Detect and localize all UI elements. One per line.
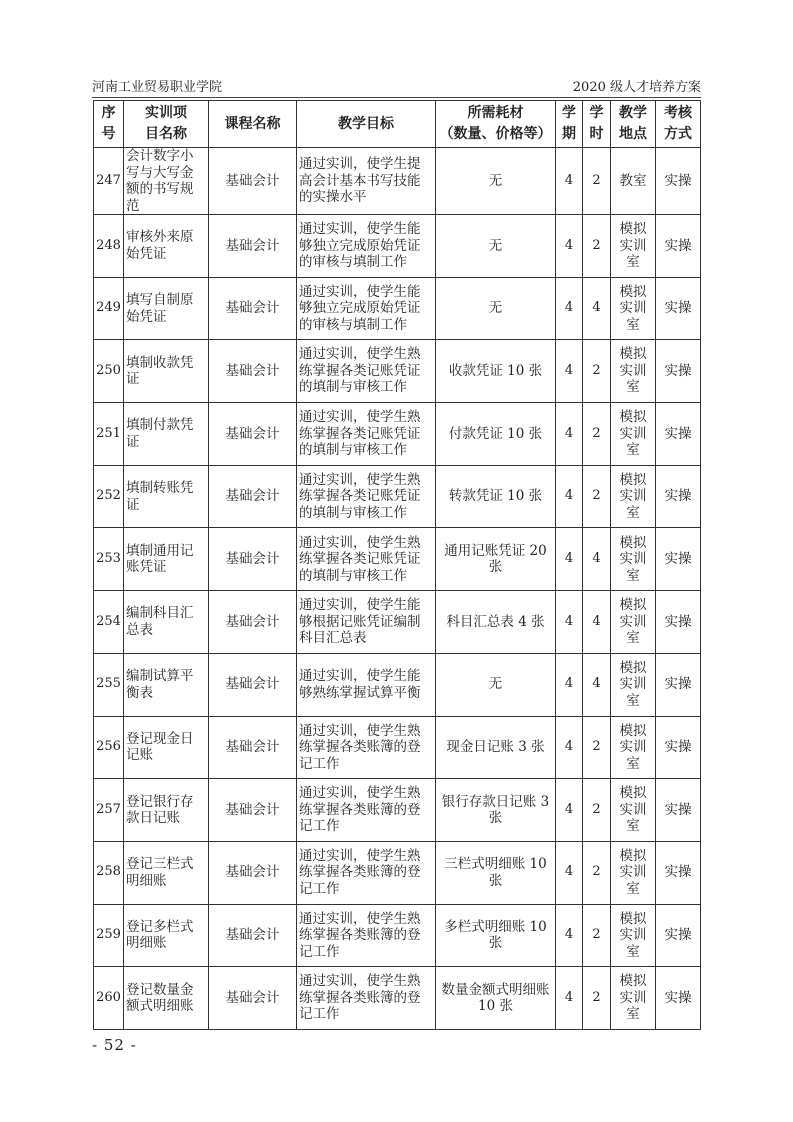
cell-location: 教室 — [611, 148, 656, 215]
header-hours: 学 时 — [583, 101, 611, 148]
cell-course: 基础会计 — [209, 340, 297, 403]
cell-location: 模拟实训室 — [611, 904, 656, 967]
cell-term: 4 — [556, 716, 583, 779]
table-header-row — [94, 101, 701, 148]
cell-hours: 2 — [583, 215, 611, 278]
cell-hours: 4 — [583, 591, 611, 654]
table-row — [94, 904, 701, 967]
cell-materials: 无 — [436, 148, 556, 215]
table-row — [94, 215, 701, 278]
cell-materials: 数量金额式明细账 10 张 — [436, 967, 556, 1030]
cell-goal: 通过实训，使学生能够独立完成原始凭证的审核与填制工作 — [297, 215, 436, 278]
cell-goal: 通过实训，使学生能够根据记账凭证编制科目汇总表 — [297, 591, 436, 654]
cell-number: 249 — [94, 277, 124, 340]
cell-goal: 通过实训，使学生熟练掌握各类账簿的登记工作 — [297, 716, 436, 779]
cell-course: 基础会计 — [209, 277, 297, 340]
cell-term: 4 — [556, 465, 583, 528]
header-goal: 教学目标 — [297, 101, 436, 148]
cell-number: 254 — [94, 591, 124, 654]
cell-number: 252 — [94, 465, 124, 528]
cell-term: 4 — [556, 148, 583, 215]
cell-term: 4 — [556, 591, 583, 654]
cell-hours: 2 — [583, 403, 611, 466]
cell-project: 登记数量金额式明细账 — [124, 967, 209, 1030]
cell-assessment: 实操 — [656, 277, 701, 340]
header-institution: 河南工业贸易职业学院 — [92, 80, 223, 95]
cell-location: 模拟实训室 — [611, 465, 656, 528]
cell-location: 模拟实训室 — [611, 340, 656, 403]
cell-materials: 银行存款日记账 3 张 — [436, 779, 556, 842]
cell-course: 基础会计 — [209, 904, 297, 967]
cell-location: 模拟实训室 — [611, 841, 656, 904]
cell-goal: 通过实训，使学生熟练掌握各类账簿的登记工作 — [297, 841, 436, 904]
cell-location: 模拟实训室 — [611, 653, 656, 716]
cell-course: 基础会计 — [209, 716, 297, 779]
table-row — [94, 340, 701, 403]
cell-course: 基础会计 — [209, 653, 297, 716]
cell-course: 基础会计 — [209, 215, 297, 278]
cell-location: 模拟实训室 — [611, 591, 656, 654]
cell-materials: 转款凭证 10 张 — [436, 465, 556, 528]
cell-goal: 通过实训，使学生熟练掌握各类账簿的登记工作 — [297, 967, 436, 1030]
cell-hours: 2 — [583, 465, 611, 528]
cell-course: 基础会计 — [209, 148, 297, 215]
cell-project: 填制通用记账凭证 — [124, 528, 209, 591]
cell-hours: 2 — [583, 148, 611, 215]
cell-project: 登记三栏式明细账 — [124, 841, 209, 904]
cell-goal: 通过实训，使学生熟练掌握各类记账凭证的填制与审核工作 — [297, 340, 436, 403]
cell-number: 255 — [94, 653, 124, 716]
cell-assessment: 实操 — [656, 528, 701, 591]
cell-materials: 科目汇总表 4 张 — [436, 591, 556, 654]
cell-materials: 无 — [436, 653, 556, 716]
cell-project: 编制科目汇总表 — [124, 591, 209, 654]
cell-materials: 现金日记账 3 张 — [436, 716, 556, 779]
cell-course: 基础会计 — [209, 465, 297, 528]
cell-term: 4 — [556, 841, 583, 904]
cell-location: 模拟实训室 — [611, 403, 656, 466]
header-assessment: 考核 方式 — [656, 101, 701, 148]
cell-hours: 2 — [583, 967, 611, 1030]
cell-number: 251 — [94, 403, 124, 466]
cell-term: 4 — [556, 340, 583, 403]
cell-assessment: 实操 — [656, 716, 701, 779]
cell-hours: 4 — [583, 277, 611, 340]
table-row — [94, 148, 701, 215]
cell-assessment: 实操 — [656, 841, 701, 904]
header-number: 序 号 — [94, 101, 124, 148]
cell-project: 会计数字小写与大写金额的书写规范 — [124, 148, 209, 215]
cell-assessment: 实操 — [656, 403, 701, 466]
cell-location: 模拟实训室 — [611, 779, 656, 842]
cell-assessment: 实操 — [656, 967, 701, 1030]
cell-term: 4 — [556, 779, 583, 842]
cell-number: 259 — [94, 904, 124, 967]
cell-assessment: 实操 — [656, 340, 701, 403]
page-number: - 52 - — [92, 1036, 137, 1054]
cell-project: 登记现金日记账 — [124, 716, 209, 779]
cell-goal: 通过实训，使学生熟练掌握各类记账凭证的填制与审核工作 — [297, 465, 436, 528]
table-row — [94, 277, 701, 340]
cell-hours: 2 — [583, 904, 611, 967]
cell-assessment: 实操 — [656, 904, 701, 967]
header-divider — [92, 97, 701, 98]
cell-number: 253 — [94, 528, 124, 591]
table-row — [94, 841, 701, 904]
table-body — [94, 148, 701, 1030]
cell-term: 4 — [556, 967, 583, 1030]
cell-term: 4 — [556, 215, 583, 278]
cell-goal: 通过实训，使学生熟练掌握各类账簿的登记工作 — [297, 904, 436, 967]
cell-term: 4 — [556, 277, 583, 340]
table-row — [94, 779, 701, 842]
table-row — [94, 591, 701, 654]
cell-hours: 4 — [583, 528, 611, 591]
header-document-title: 2020 级人才培养方案 — [572, 80, 701, 95]
cell-project: 登记多栏式明细账 — [124, 904, 209, 967]
cell-project: 填制收款凭证 — [124, 340, 209, 403]
cell-project: 填制付款凭证 — [124, 403, 209, 466]
cell-goal: 通过实训，使学生提高会计基本书写技能的实操水平 — [297, 148, 436, 215]
cell-term: 4 — [556, 904, 583, 967]
header-materials: 所需耗材 （数量、价格等） — [436, 101, 556, 148]
cell-goal: 通过实训，使学生能够熟练掌握试算平衡 — [297, 653, 436, 716]
cell-hours: 4 — [583, 653, 611, 716]
cell-hours: 2 — [583, 340, 611, 403]
cell-term: 4 — [556, 403, 583, 466]
cell-assessment: 实操 — [656, 591, 701, 654]
cell-goal: 通过实训，使学生熟练掌握各类记账凭证的填制与审核工作 — [297, 403, 436, 466]
cell-location: 模拟实训室 — [611, 528, 656, 591]
cell-assessment: 实操 — [656, 148, 701, 215]
cell-materials: 收款凭证 10 张 — [436, 340, 556, 403]
cell-materials: 付款凭证 10 张 — [436, 403, 556, 466]
training-table — [93, 100, 701, 1030]
header-term: 学 期 — [556, 101, 583, 148]
cell-location: 模拟实训室 — [611, 215, 656, 278]
cell-location: 模拟实训室 — [611, 716, 656, 779]
header-location: 教学 地点 — [611, 101, 656, 148]
table-row — [94, 967, 701, 1030]
cell-assessment: 实操 — [656, 653, 701, 716]
cell-hours: 2 — [583, 779, 611, 842]
cell-location: 模拟实训室 — [611, 967, 656, 1030]
cell-materials: 三栏式明细账 10 张 — [436, 841, 556, 904]
cell-course: 基础会计 — [209, 779, 297, 842]
cell-assessment: 实操 — [656, 215, 701, 278]
cell-course: 基础会计 — [209, 967, 297, 1030]
cell-number: 248 — [94, 215, 124, 278]
cell-project: 填写自制原始凭证 — [124, 277, 209, 340]
table-row — [94, 403, 701, 466]
cell-course: 基础会计 — [209, 591, 297, 654]
cell-assessment: 实操 — [656, 465, 701, 528]
cell-location: 模拟实训室 — [611, 277, 656, 340]
cell-project: 审核外来原始凭证 — [124, 215, 209, 278]
cell-term: 4 — [556, 653, 583, 716]
cell-goal: 通过实训，使学生熟练掌握各类记账凭证的填制与审核工作 — [297, 528, 436, 591]
cell-materials: 通用记账凭证 20 张 — [436, 528, 556, 591]
cell-assessment: 实操 — [656, 779, 701, 842]
cell-number: 258 — [94, 841, 124, 904]
cell-materials: 无 — [436, 215, 556, 278]
table-row — [94, 465, 701, 528]
table-row — [94, 528, 701, 591]
cell-number: 250 — [94, 340, 124, 403]
cell-goal: 通过实训，使学生能够独立完成原始凭证的审核与填制工作 — [297, 277, 436, 340]
cell-number: 257 — [94, 779, 124, 842]
cell-goal: 通过实训，使学生熟练掌握各类账簿的登记工作 — [297, 779, 436, 842]
cell-number: 260 — [94, 967, 124, 1030]
cell-number: 247 — [94, 148, 124, 215]
cell-materials: 多栏式明细账 10 张 — [436, 904, 556, 967]
header-project: 实训项 目名称 — [124, 101, 209, 148]
cell-project: 编制试算平衡表 — [124, 653, 209, 716]
cell-term: 4 — [556, 528, 583, 591]
table-row — [94, 716, 701, 779]
header-course: 课程名称 — [209, 101, 297, 148]
cell-course: 基础会计 — [209, 403, 297, 466]
page-header — [92, 76, 701, 96]
cell-materials: 无 — [436, 277, 556, 340]
cell-course: 基础会计 — [209, 841, 297, 904]
cell-project: 登记银行存款日记账 — [124, 779, 209, 842]
cell-hours: 2 — [583, 841, 611, 904]
cell-course: 基础会计 — [209, 528, 297, 591]
cell-hours: 2 — [583, 716, 611, 779]
cell-number: 256 — [94, 716, 124, 779]
cell-project: 填制转账凭证 — [124, 465, 209, 528]
table-row — [94, 653, 701, 716]
